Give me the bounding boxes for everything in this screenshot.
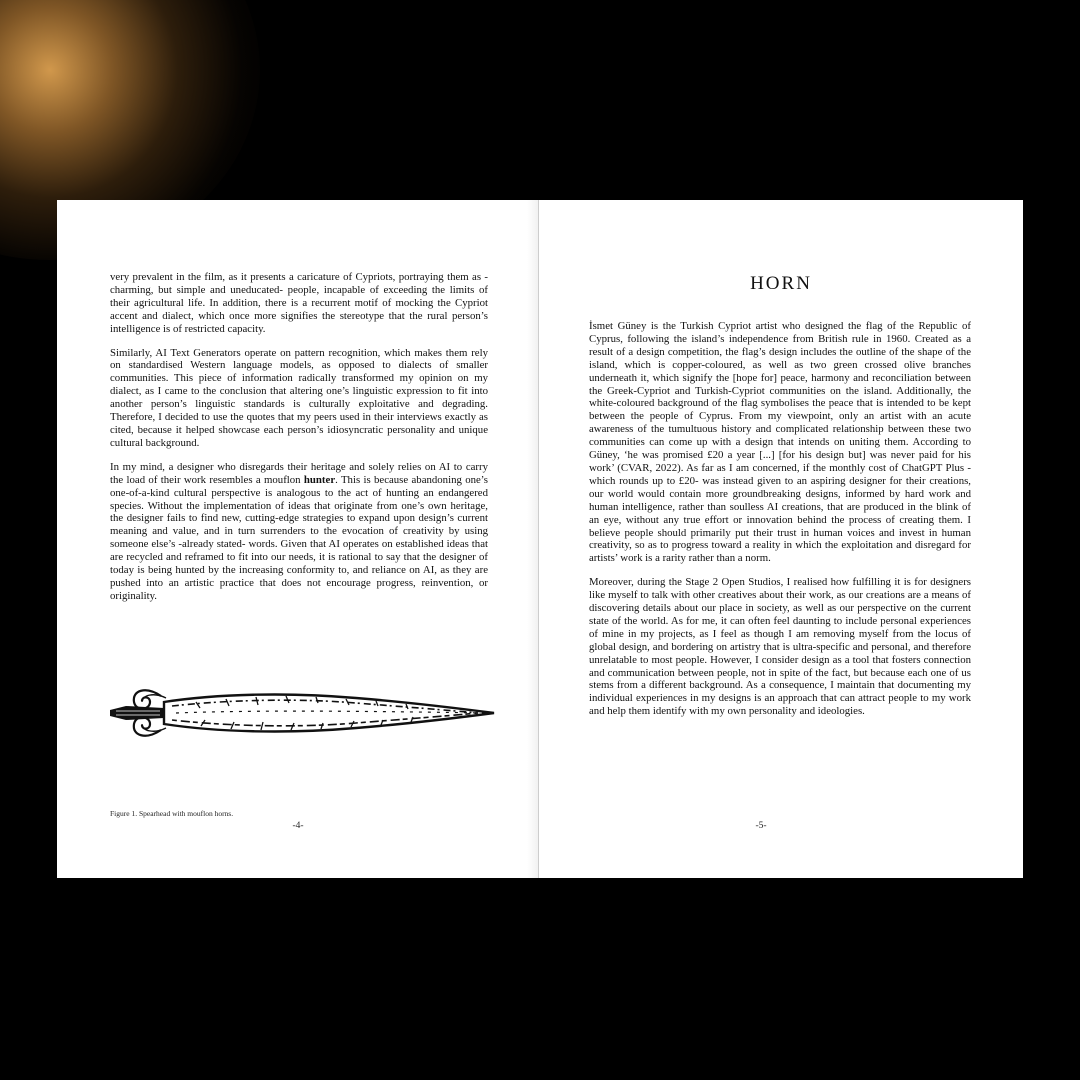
paragraph-3-start: In my mind, a designer who disregards their heritage and solely relies on AI to carry the load of their work resembles a mouflon [110, 460, 488, 486]
paragraph-3-end: . This is because abandoning one’s one-of-a-kind cultural perspective is analogous to the act of hunting an endangered species. Without the implementation of ideas that originate from one’s own heritage, the designer fails to find new, cutting-edge strategies to expand upon design’s current meaning and value, and in turn surrenders to the evocation of creativity by using someone else’s -already stated- words. Given that AI operates on established ideas that are recycled and reframed to fit into our needs, it is rational to say that the designer of today is being hunted by the increasing conformity to, and reliance on AI, as they are pushed into an artistic practice that does not encourage progress, reinvention, or originality. [110, 473, 488, 602]
left-paragraph-1: very prevalent in the film, as it presents a caricature of Cypriots, portraying them as -charming, but simple and uneducated- people, incapable of exceeding the limits of their agricultural life. In addition, there is a recurrent motif of mocking the Cypriot accent and dialect, which once more signifies the stereotype that the rural person’s intelligence is of restricted capacity. [110, 271, 488, 335]
book-spread [57, 200, 1023, 878]
right-paragraph-1: İsmet Güney is the Turkish Cypriot artist who designed the flag of the Republic of Cyprus, following the island’s independence from British rule in 1960. Created as a result of a design competition, the flag’s design includes the outline of the shape of the island, which is copper-coloured, as well as two green crossed olive branches underneath it, which signify the [hope for] peace, harmony and reconciliation between the Greek-Cypriot and Turkish-Cypriot communities on the island. Additionally, the white-coloured background of the flag symbolises the peace that is intended to be kept between the people of Cyprus. From my viewpoint, only an artist with an acute awareness of the tumultuous history and complicated relationship between these two communities can come up with a design that intends on uniting them. According to Güney, ‘he was promised £20 a year [...] [for his design but] was never paid for his work’ (CVAR, 2022). As far as I am concerned, if the monthly cost of ChatGPT Plus -which rounds up to £20- was instead given to an aspiring designer for their creations, our world would contain more groundbreaking designs, informed by hard work and human intelligence, rather than soulless AI creations, that are produced in the blink of an eye, without any true effort or innovation behind the process of creating them. I believe people should primarily put their trust in human voices and invest in human creativity, so as to progress toward a reality in which the exploitation and disregard for artists’ work is a rarity rather than a norm. [589, 320, 971, 565]
section-heading: HORN [750, 273, 812, 294]
gutter-shadow [527, 200, 539, 878]
left-page [57, 200, 539, 878]
left-body-text [110, 271, 488, 614]
left-paragraph-2: Similarly, AI Text Generators operate on pattern recognition, which makes them rely on standardised Western language models, as opposed to dialects of smaller communities. This piece of information radically transformed my opinion on my dialect, as I came to the conclusion that altering one’s linguistic expression to fit into another person’s linguistic standards is culturally exploitative and degrading. Therefore, I decided to use the quotes that my peers used in their interviews exactly as cited, because it helped showcase each person’s idiosyncratic personality and unique cultural background. [110, 346, 488, 449]
spearhead-illustration [106, 680, 498, 750]
emphasis-hunter: hunter [303, 473, 336, 486]
right-paragraph-2: Moreover, during the Stage 2 Open Studios, I realised how fulfilling it is for designers like myself to talk with other creatives about their work, as our creations are a means of discovering details about our place in society, as well as our perspective on the current state of the world. As for me, it can often feel daunting to include personal experiences of mine in my projects, as I feel as though I am removing myself from the locus of global design, and bordering on artistry that is ultra-specific and personal, and therefore unrelatable to most people. However, I consider design as a tool that fosters connection and communication between people, not in spite of the fact, but because each one of us stems from a different background. As a consequence, I maintain that documenting my individual experiences in my designs is an approach that can attract people to my work and help them identify with my own personality and ideologies. [589, 576, 971, 718]
right-page [539, 200, 1023, 878]
page-number-right: -5- [755, 821, 767, 831]
left-paragraph-3 [110, 461, 488, 603]
right-body-text [589, 320, 971, 729]
page-number-left: -4- [292, 821, 304, 831]
figure-caption: Figure 1. Spearhead with mouflon horns. [110, 809, 234, 818]
